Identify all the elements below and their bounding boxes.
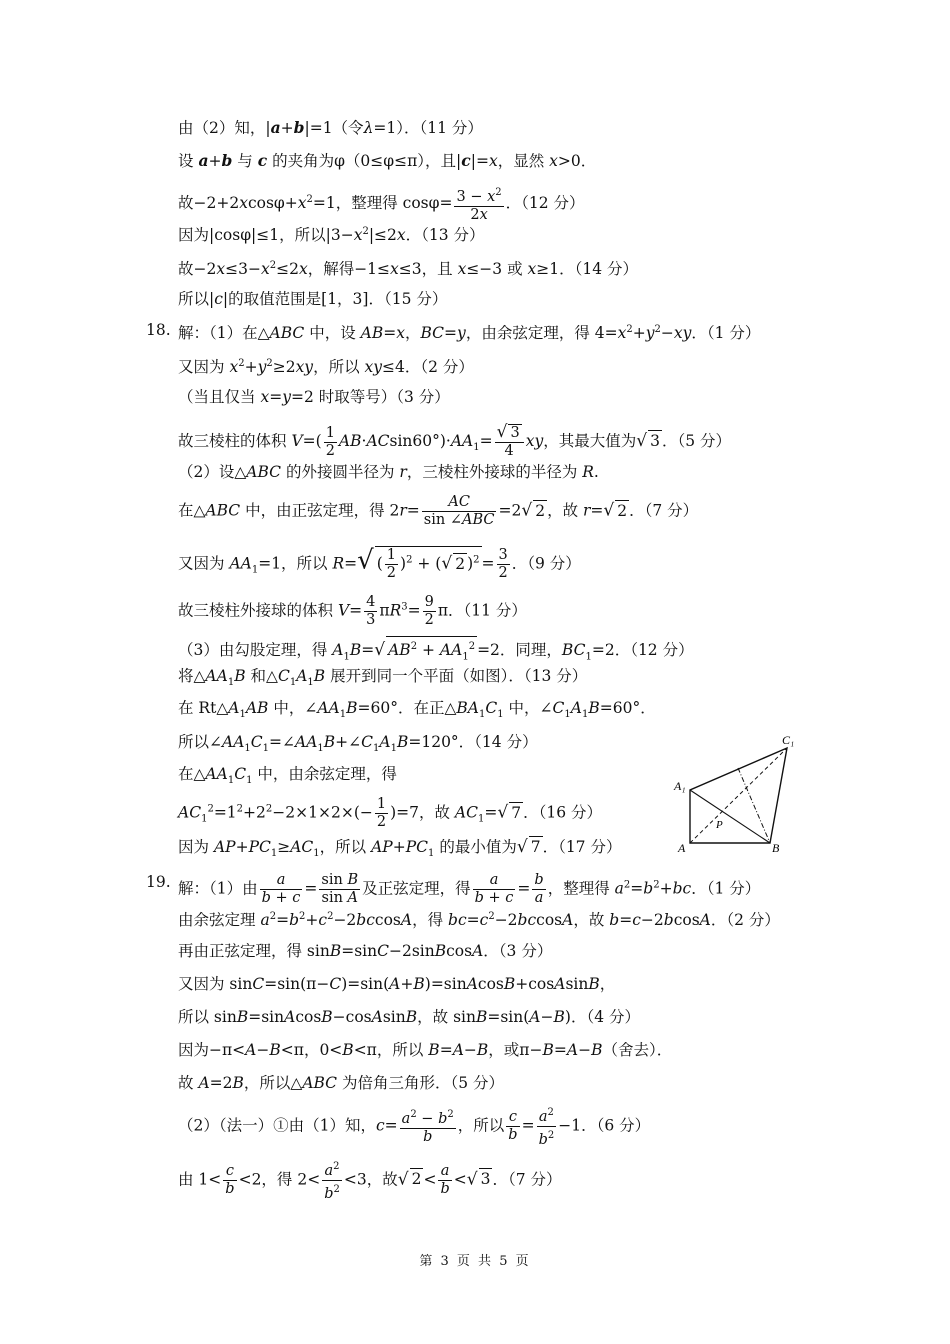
text-line: 因为 $AP+PC_1\ge AC_1$，所以 $AP+PC_1$ 的最小值为√ 7 ．（17 分） (178, 837, 622, 860)
text-line: 设 a+b 与 c 的夹角为φ（0≤φ≤π），且|c|=x，显然 x>0． (178, 151, 597, 170)
text-line: 由余弦定理 $a^2=b^2+c^2-2bccosA$，得 $bc=c^2-2bccosA$，故 b=c−2bcosA．（2 分） (178, 911, 780, 930)
text-line: 又因为 $x^2+y^2\ge 2xy$，所以 xy≤4．（2 分） (178, 358, 474, 377)
problem-number-18: 18. (146, 321, 171, 339)
text-line: 又因为 sinC=sin(π−C)=sin(A+B)=sinAcosB+cosAsinB， (178, 975, 616, 993)
text-line: 由（2）知，|a+b|=1（令λ=1）．（11 分） (178, 118, 483, 137)
problem-number-19: 19. (146, 873, 171, 891)
text-line: 故$-2x\le 3-x^2\le 2x$，解得−1≤x≤3，且 x≤−3 或 x≥1．（14 分） (178, 260, 639, 279)
text-line: 故 A=2B，所以△ABC 为倍角三角形．（5 分） (178, 1074, 505, 1092)
text-line: 故$-2+2xcos\varphi+x^2=1$，整理得 cosφ= $\frac{3 - x^2}{2x}$ ．（12 分） (178, 184, 585, 224)
text-line: 所以|c|的取值范围是[1，3]．（15 分） (178, 290, 448, 308)
text-line: 所以 sinB=sinAcosB−cosAsinB，故 sinB=sin(A−B)．（4 分） (178, 1008, 640, 1026)
text-line: （3）由勾股定理，得 $A_1B=√$ $AB^2 + AA_1^2 =2$．同理，$BC_1=2$．（12 分） (178, 636, 694, 667)
text-line: （2）（法一）①由（1）知，c= $\frac{a^2 - b^2}{b}$ ，所以 $\frac{c}{b}$ = $\frac{a^2}{b^2}$ −1．（6 分） (178, 1104, 650, 1149)
unfolded-prism-figure (672, 728, 802, 858)
label-A: A (678, 841, 686, 855)
text-line: 在$\triangle AA_1C_1$ 中，由余弦定理，得 (178, 765, 397, 787)
text-line: （2）设△ABC 的外接圆半径为 r，三棱柱外接球的半径为 R. (178, 463, 599, 481)
text-line: 解：（1）由 $\frac{a}{b + c}$ = $\frac{\text{sin B}}{\text{sin A}}$ 及正弦定理，得 $\frac{a}{b + c}$ = $\frac{b}{a}$ ，整理得 $a^2=b^2+bc$．（1 分） (178, 872, 761, 906)
text-line: $AC_1^2=1^2+2^2-2\times 1\times 2\times(-$ $\frac{1}{2}$ )=7，故 $AC_1=√$ 7 ．（16 分） (178, 796, 602, 830)
text-line: 在△ABC 中，由正弦定理，得 2r= $\frac{AC}{\text{sin ∠ABC}}$ =2√ 2 ，故 r=√ 2 ．（7 分） (178, 494, 699, 528)
label-C1: C₁ (782, 733, 795, 747)
text-line: （当且仅当 x=y=2 时取等号）（3 分） (178, 388, 450, 406)
label-P: P (716, 819, 723, 831)
page-footer: 第 3 页 共 5 页 (419, 1254, 531, 1269)
text-line: 在 $Rt\triangle A_1AB$ 中，$\angle AA_1B=60^\circ$．在正$\triangle BA_1C_1$ 中，$\angle C_1A_1B=60^\circ$． (178, 699, 656, 721)
segment-A1B (690, 790, 770, 843)
text-line: 故三棱柱外接球的体积 V= $\frac{4}{3}$ $\pi R^3=$ $\frac{9}{2}$ π．（11 分） (178, 594, 527, 628)
text-line: 因为−π<A−B<π，0<B<π，所以 B=A−B，或π−B=A−B（舍去）． (178, 1041, 673, 1059)
text-line: 故三棱柱的体积 V=( $\frac{1}{2}$ $AB\cdot ACsin60^\circ)\cdot AA_1=$ $\frac{√ 3}{4}$ xy，其最大值为√ 3 ．（5 分） (178, 422, 731, 459)
text-line: 再由正弦定理，得 sinB=sinC−2sinBcosA．（3 分） (178, 942, 553, 960)
label-B: B (772, 841, 780, 855)
text-line: 因为|cosφ|≤1，所以$|3-x^2|\le 2x$．（13 分） (178, 226, 485, 245)
text-line: 将$\triangle AA_1B$ 和$\triangle C_1A_1B$ 展开到同一个平面（如图）．（13 分） (178, 667, 588, 689)
text-line: 所以$\angle AA_1C_1=\angle AA_1B+\angle C_1A_1B=120^\circ$．（14 分） (178, 733, 538, 755)
text-line: 由 1< $\frac{c}{b}$ <2，得 2< $\frac{a^2}{b^2}$ <3，故√ 2 < $\frac{a}{b}$ <√ 3 ．（7 分） (178, 1158, 562, 1203)
text-line: 又因为 $AA_1=1$，所以 R=√ ( $\frac{1}{2}$ )$^2$ + (√ 2 )$^2$ = $\frac{3}{2}$ ．（9 分） (178, 545, 581, 581)
text-line: 解：（1）在△ABC 中，设 AB=x，BC=y，由余弦定理，得 $4=x^2+y^2-xy$．（1 分） (178, 324, 761, 343)
label-A1: A₁ (674, 779, 686, 793)
